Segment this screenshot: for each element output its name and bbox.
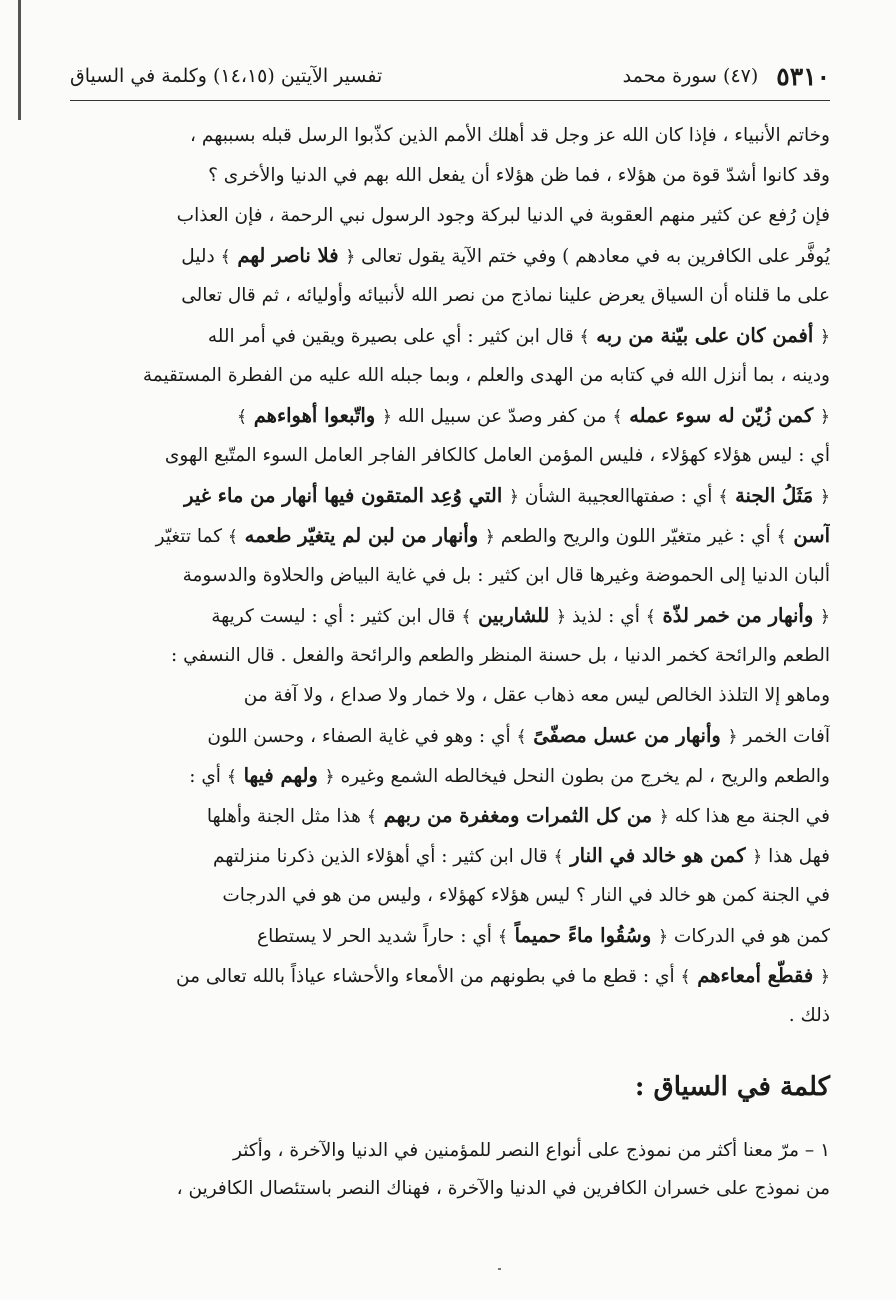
section-line: من نموذج على خسران الكافرين في الدنيا والآخرة ، فهناك النصر باستئصال الكافرين ، bbox=[176, 1178, 830, 1199]
quote-bracket: ﴾ bbox=[553, 847, 564, 867]
commentary-span: أي : حاراً شديد الحر لا يستطاع bbox=[257, 926, 498, 947]
text-line bbox=[70, 716, 830, 756]
commentary-span: الطعم والرائحة كخمر الدنيا ، بل حسنة المنظر والطعم والرائحة والفعل . قال النسفي : bbox=[171, 645, 830, 666]
quote-bracket: ﴿ bbox=[658, 807, 669, 827]
quote-bracket: ﴾ bbox=[612, 407, 623, 427]
commentary-span: وماهو إلا التلذذ الخالص ليس معه ذهاب عقل ، ولا خمار ولا صداع ، ولا آفة من bbox=[243, 685, 830, 706]
commentary-span: كما تتغيّر bbox=[155, 526, 228, 547]
text-line bbox=[70, 756, 830, 796]
quote-bracket: ﴾ bbox=[366, 807, 377, 827]
section-line: ١ – مرّ معنا أكثر من نموذج على أنواع النصر للمؤمنين في الدنيا والآخرة ، وأكثر bbox=[233, 1140, 830, 1161]
commentary-span: أي : وهو في غاية الصفاء ، وحسن اللون bbox=[207, 726, 517, 747]
commentary-span: آفات الخمر bbox=[737, 726, 830, 747]
quote-bracket: ﴿ bbox=[727, 727, 738, 747]
text-line bbox=[70, 876, 830, 916]
commentary-span: وقد كانوا أشدّ قوة من هؤلاء ، فما ظن هؤلاء أن يفعل الله بهم في الدنيا والأخرى ؟ bbox=[208, 165, 830, 186]
section-heading: كلمة في السياق : bbox=[634, 1072, 830, 1102]
quran-quote: التي وُعِد المتقون فيها أنهار من ماء غير bbox=[184, 484, 510, 507]
quran-quote: أفمن كان على بيّنة من ربه bbox=[589, 324, 821, 347]
quote-bracket: ﴾ bbox=[461, 607, 472, 627]
commentary-span: من كفر وصدّ عن سبيل الله bbox=[391, 406, 613, 427]
quran-quote: فلا ناصر لهم bbox=[230, 244, 346, 267]
text-line bbox=[70, 356, 830, 396]
text-line bbox=[70, 476, 830, 516]
quran-quote: آسن bbox=[786, 524, 830, 547]
quote-bracket: ﴾ bbox=[220, 247, 231, 267]
quran-quote: كمن زُيّن له سوء عمله bbox=[622, 404, 821, 427]
text-line bbox=[70, 156, 830, 196]
commentary-span: في الجنة مع هذا كله bbox=[668, 806, 830, 827]
quote-bracket: ﴿ bbox=[820, 487, 830, 507]
page-edge-mark bbox=[18, 0, 21, 120]
quote-bracket: ﴿ bbox=[752, 847, 763, 867]
quote-bracket: ﴿ bbox=[509, 487, 519, 507]
text-line bbox=[70, 396, 830, 436]
commentary-span: قال ابن كثير : أي : ليست كريهة bbox=[211, 606, 462, 627]
quote-bracket: ﴿ bbox=[820, 967, 830, 987]
commentary-span: ذلك . bbox=[788, 1005, 830, 1026]
quote-bracket: ﴿ bbox=[658, 927, 669, 947]
commentary-span: أي : bbox=[189, 766, 227, 787]
commentary-span: أي : ليس هؤلاء كهؤلاء ، فليس المؤمن العامل كالكافر الفاجر العامل السوء المتّبع الهوى bbox=[164, 445, 830, 466]
text-line bbox=[70, 276, 830, 316]
quote-bracket: ﴿ bbox=[820, 327, 830, 347]
quran-quote: وأنهار من خمر لذّة bbox=[655, 604, 821, 627]
commentary-span: يُوفَّر على الكافرين به في معادهم ) وفي ختم الآية يقول تعالى bbox=[355, 246, 830, 267]
quote-bracket: ﴿ bbox=[484, 527, 495, 547]
quote-bracket: ﴾ bbox=[497, 927, 508, 947]
section-text bbox=[70, 1132, 830, 1208]
quote-bracket: ﴾ bbox=[227, 527, 238, 547]
text-line bbox=[70, 236, 830, 276]
quran-quote: وأنهار من عسل مصفّىً bbox=[526, 724, 728, 747]
quote-bracket: ﴾ bbox=[516, 727, 527, 747]
quote-bracket: ﴾ bbox=[236, 407, 247, 427]
quran-quote: وسُقُوا ماءً حميماً bbox=[507, 924, 659, 947]
commentary-span: في الجنة كمن هو خالد في النار ؟ ليس هؤلاء كهؤلاء ، وليس من هو في الدرجات bbox=[222, 885, 830, 906]
quote-bracket: ﴾ bbox=[579, 327, 590, 347]
commentary-span: دليل bbox=[181, 246, 221, 267]
sura-name: (٤٧) سورة محمد bbox=[622, 65, 759, 87]
commentary-span: أي : لذيذ bbox=[566, 606, 646, 627]
commentary-span: وخاتم الأنبياء ، فإذا كان الله عز وجل قد أهلك الأمم الذين كذّبوا الرسل قبله بسببهم ، bbox=[190, 125, 830, 146]
quote-bracket: ﴾ bbox=[680, 967, 691, 987]
text-line bbox=[70, 796, 830, 836]
commentary-span: ودينه ، بما أنزل الله في كتابه من الهدى والعلم ، وبما جبله الله عليه من الفطرة المستقيمة bbox=[142, 365, 830, 386]
quote-bracket: ﴾ bbox=[645, 607, 656, 627]
text-line bbox=[70, 596, 830, 636]
header-rule bbox=[70, 100, 830, 101]
text-line bbox=[70, 836, 830, 876]
text-line bbox=[70, 516, 830, 556]
page-speck bbox=[498, 1268, 501, 1270]
text-line bbox=[70, 916, 830, 956]
commentary-span: فإن رُفع عن كثير منهم العقوبة في الدنيا لبركة وجود الرسول نبي الرحمة ، فإن العذاب bbox=[176, 205, 830, 226]
quote-bracket: ﴿ bbox=[381, 407, 392, 427]
text-line bbox=[70, 316, 830, 356]
text-line bbox=[70, 556, 830, 596]
quran-quote: فقطّع أمعاءهم bbox=[690, 964, 821, 987]
commentary-span: على ما قلناه أن السياق يعرض علينا نماذج من نصر الله لأنبيائه وأوليائه ، ثم قال تعالى bbox=[181, 285, 830, 306]
commentary-span: هذا مثل الجنة وأهلها bbox=[206, 806, 367, 827]
text-line bbox=[70, 116, 830, 156]
commentary-span: قال ابن كثير : أي على بصيرة ويقين في أمر الله bbox=[207, 326, 580, 347]
chapter-title: تفسير الآيتين (١٤،١٥) وكلمة في السياق bbox=[70, 65, 383, 87]
quote-bracket: ﴿ bbox=[820, 607, 830, 627]
text-line bbox=[70, 436, 830, 476]
quran-quote: واتّبعوا أهواءهم bbox=[246, 404, 382, 427]
quote-bracket: ﴾ bbox=[718, 487, 729, 507]
quran-quote: من كل الثمرات ومغفرة من ربهم bbox=[376, 804, 659, 827]
commentary-span: أي : غير متغيّر اللون والريح والطعم bbox=[494, 526, 777, 547]
commentary-span: أي : قطع ما في بطونهم من الأمعاء والأحشاء عياذاً بالله تعالى من bbox=[176, 966, 681, 987]
text-line bbox=[70, 676, 830, 716]
commentary-span: فهل هذا bbox=[762, 846, 830, 867]
quote-bracket: ﴿ bbox=[556, 607, 567, 627]
quote-bracket: ﴿ bbox=[820, 407, 830, 427]
commentary-span: والطعم والريح ، لم يخرج من بطون النحل فيخالطه الشمع وغيره bbox=[334, 766, 830, 787]
quran-quote: ولهم فيها bbox=[236, 764, 325, 787]
text-line bbox=[70, 196, 830, 236]
page-number: ٥٣١٠ bbox=[776, 61, 830, 91]
commentary-span: ألبان الدنيا إلى الحموضة وغيرها قال ابن كثير : بل في غاية البياض والحلاوة والدسومة bbox=[182, 565, 830, 586]
text-line bbox=[70, 956, 830, 996]
quran-quote: كمن هو خالد في النار bbox=[563, 844, 753, 867]
quran-quote: مَثَلُ الجنة bbox=[728, 484, 821, 507]
commentary-span: قال ابن كثير : أي أهؤلاء الذين ذكرنا منزلتهم bbox=[212, 846, 554, 867]
quran-quote: للشاربين bbox=[471, 604, 557, 627]
text-line bbox=[70, 636, 830, 676]
text-line bbox=[70, 996, 830, 1036]
quran-quote: وأنهار من لبن لم يتغيّر طعمه bbox=[237, 524, 485, 547]
commentary-span: أي : صفتهاالعجيبة الشأن bbox=[519, 486, 719, 507]
page-header bbox=[70, 58, 830, 94]
quote-bracket: ﴿ bbox=[324, 767, 335, 787]
quote-bracket: ﴾ bbox=[776, 527, 787, 547]
quote-bracket: ﴾ bbox=[226, 767, 237, 787]
commentary-text bbox=[70, 116, 830, 1036]
commentary-span: كمن هو في الدركات bbox=[668, 926, 830, 947]
quote-bracket: ﴿ bbox=[345, 247, 356, 267]
